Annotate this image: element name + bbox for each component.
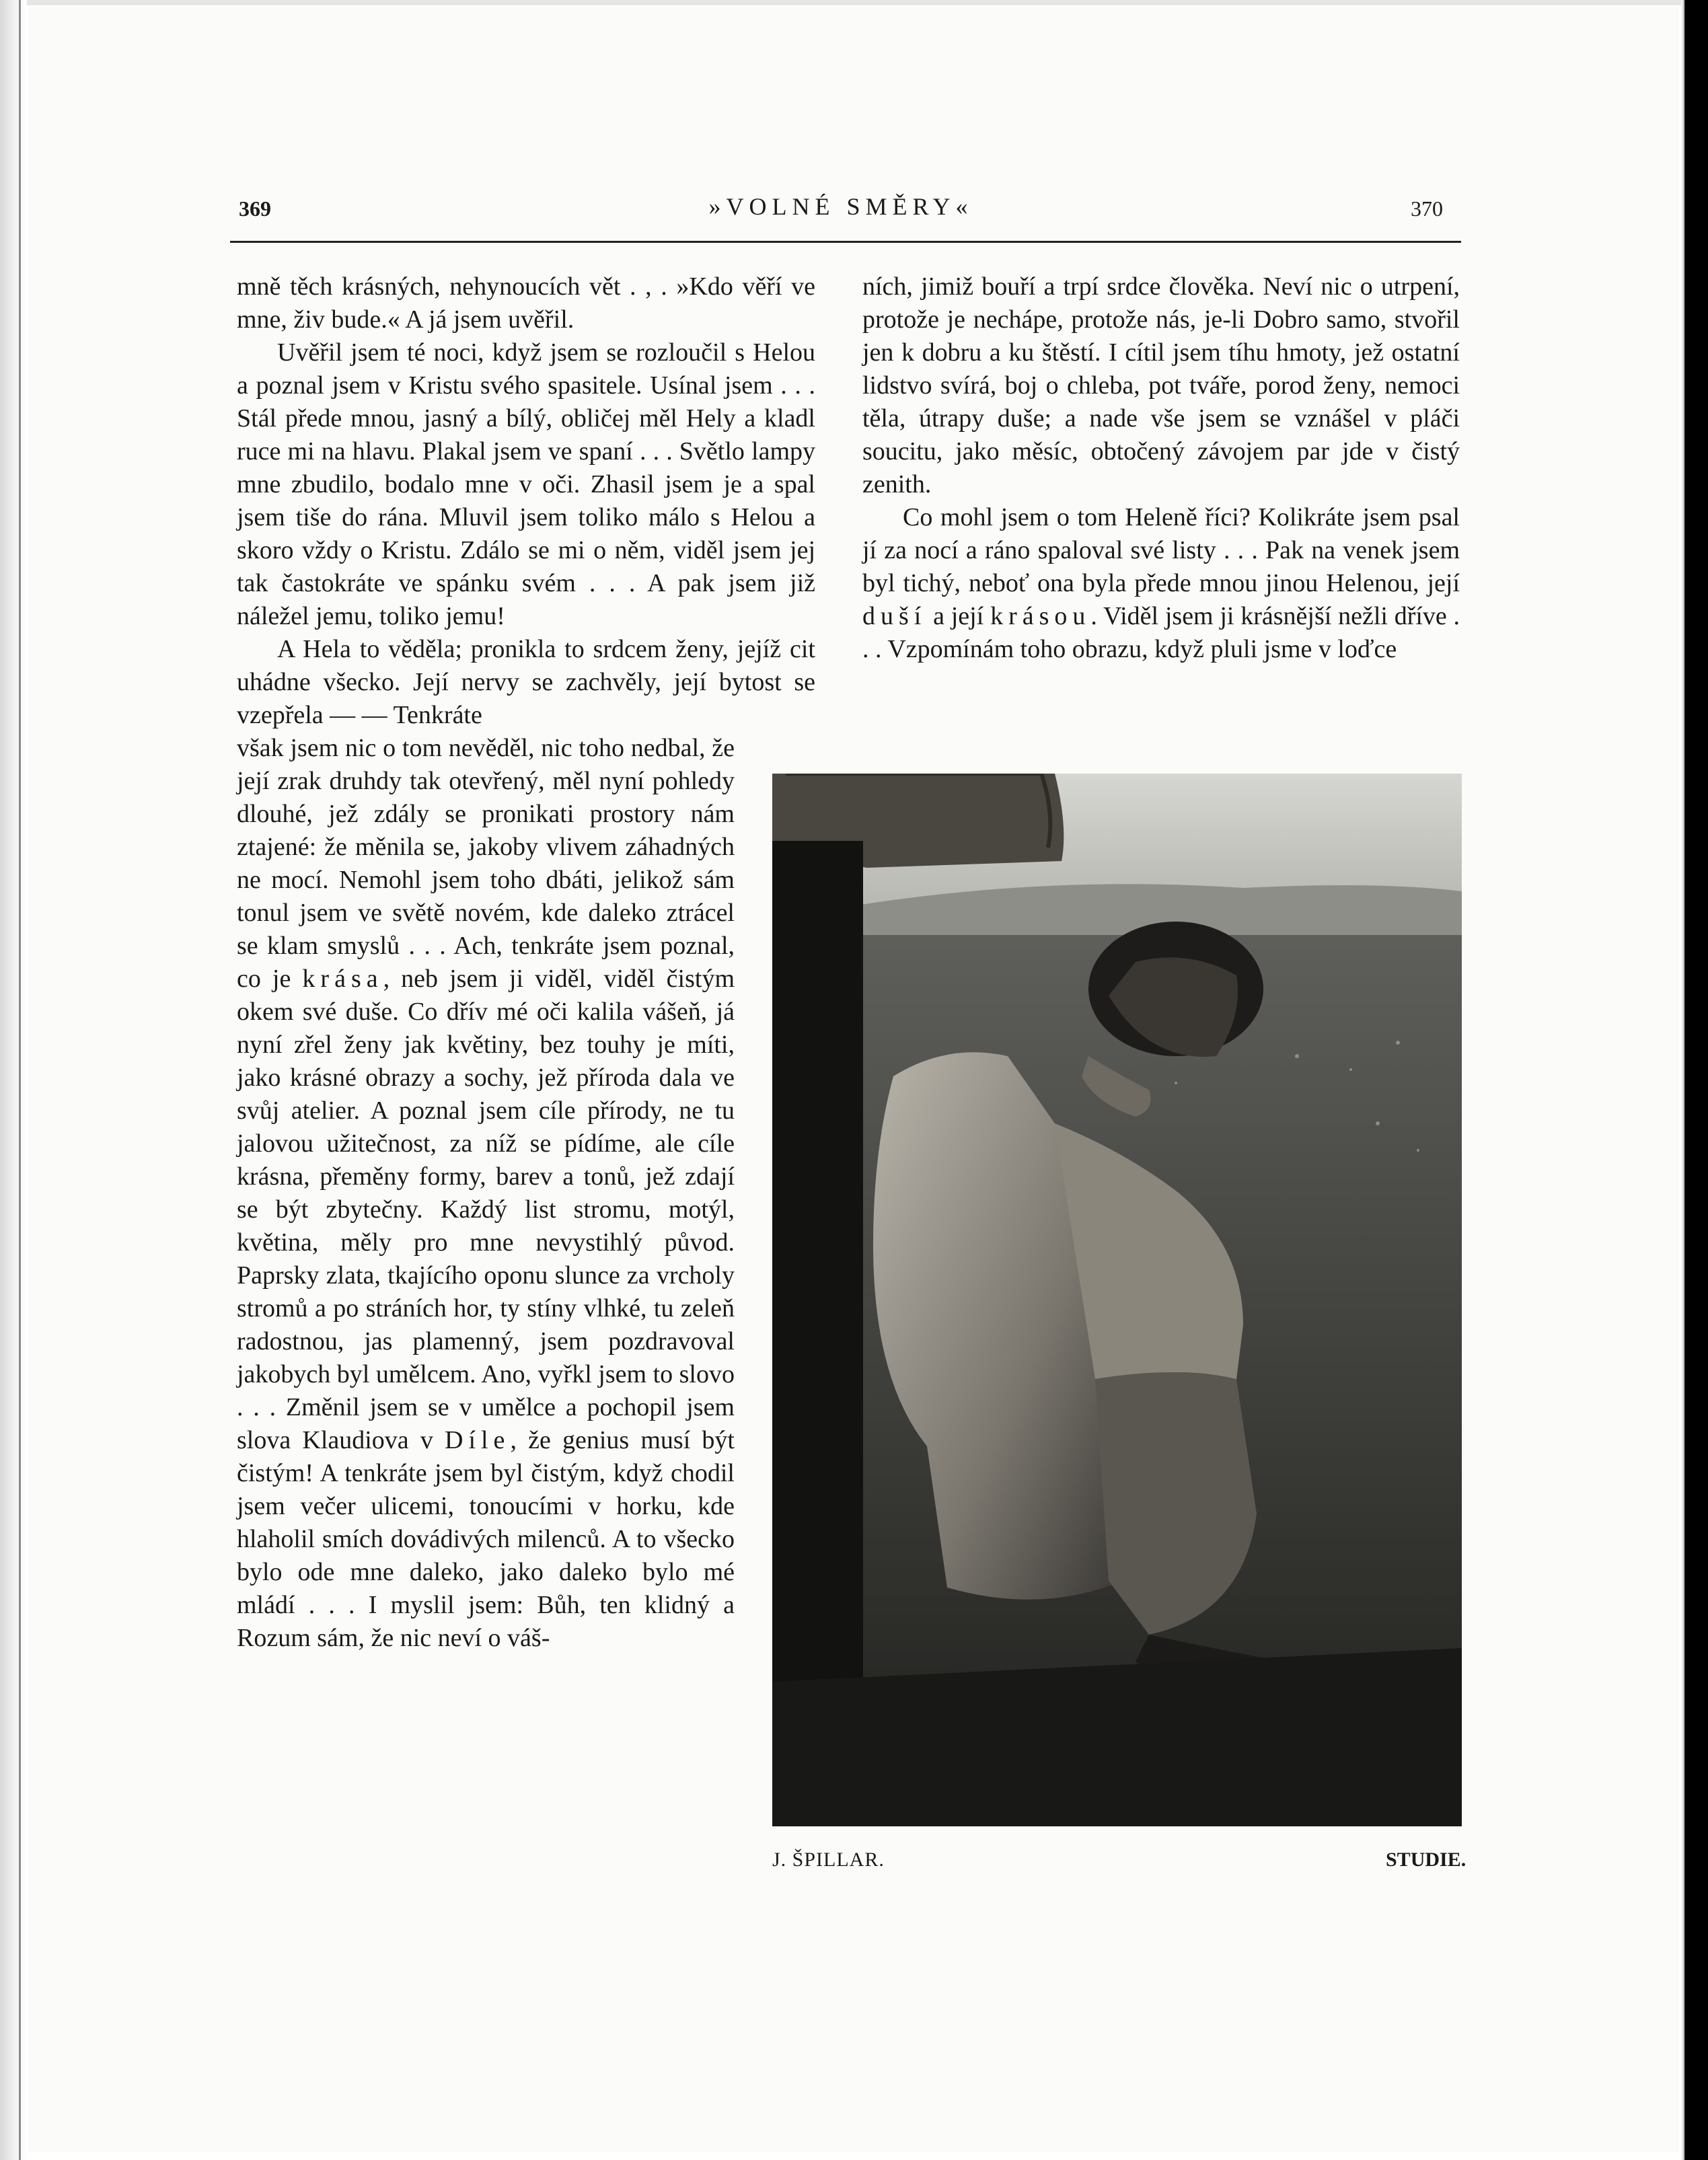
header-rule bbox=[230, 241, 1461, 243]
text-run: . Viděl jsem ji krásnější nežli dříve . . . Vzpomínám toho obrazu, když pluli jsme v loďce bbox=[862, 602, 1460, 663]
paragraph bbox=[862, 501, 1460, 666]
text-run: a její bbox=[933, 602, 984, 630]
caption-artist: J. ŠPILLAR. bbox=[772, 1849, 885, 1871]
paragraph: mně těch krásných, nehynoucích vět . , . »Kdo věří ve mne, živ bude.« A já jsem uvěřil. bbox=[237, 272, 815, 334]
text-run: , neb jsem ji viděl, viděl čistým okem své duše. Co dřív mé oči kalila vášeň, já nyní zřel ženy jak květiny, bez touhy je míti, jako krásné obrazy a sochy, jež příroda dala ve svůj atelier. A poznal jsem cíle přírody, ne tu jalovou užitečnost, za níž se pídíme, ale cíle krásna, přeměny formy, barev a tonů, jež zdají se být zbytečny. Každý list stromu, motýl, květina, měly pro mne nevystihlý původ. Paprsky zlata, tkajícího oponu slunce za vrcholy stromů a po stráních hor, ty stíny vlhké, tu zeleň radostnou, jas plamenný, jsem pozdravoval jakobych byl umělcem. Ano, vyřkl jsem to slovo . . . Změnil jsem se v umělce a pochopil jsem slova Klaudiova v bbox=[237, 965, 735, 1454]
praying-man-image bbox=[772, 774, 1462, 1826]
paragraph: A Hela to věděla; pronikla to srdcem ženy, jejíž cit uhádne všecko. Její nervy se zachvěly, její bytost se vzepřela — — Tenkráte bbox=[237, 635, 815, 729]
spaced-word: krásou bbox=[990, 602, 1091, 630]
page-header bbox=[239, 192, 1443, 233]
text-run: však jsem nic o tom nevěděl, nic toho nedbal, že její zrak druhdy tak otevřený, měl nyní pohledy dlouhé, jež zdály se pronikati prostory nám ztajené: že měnila se, jakoby vlivem záhadných ne mocí. Nemohl jsem toho dbáti, jelikož sám tonul jsem ve světě novém, kde daleko ztrácel se klam smyslů . . . Ach, tenkráte jsem poznal, co je bbox=[237, 734, 735, 993]
left-column bbox=[237, 270, 815, 1655]
spaced-word: duší bbox=[862, 602, 927, 630]
page-number-left: 369 bbox=[239, 196, 271, 221]
illustration-photo bbox=[772, 774, 1462, 1826]
scan-right-edge bbox=[1681, 0, 1708, 2160]
running-title: »VOLNÉ SMĚRY« bbox=[708, 193, 973, 220]
spaced-word: Díle bbox=[445, 1426, 511, 1454]
caption-title: STUDIE. bbox=[1386, 1849, 1466, 1871]
scan-binding-line bbox=[19, 0, 21, 2160]
paragraph: Uvěřil jsem té noci, když jsem se rozloučil s Helou a poznal jsem v Kristu svého spasitele. Usínal jsem . . . Stál přede mnou, jasný a bílý, obličej měl Hely a kladl ruce mi na hlavu. Plakal jsem ve spaní . . . Světlo lampy mne zbudilo, bodalo mne v oči. Zhasil jsem je a spal jsem tiše do rána. Mluvil jsem toliko málo s Helou a skoro vždy o Kristu. Zdálo se mi o něm, viděl jsem jej tak častokráte ve spánku svém . . . A pak jsem již náležel jemu, toliko jemu! bbox=[237, 338, 815, 630]
scan-left-edge bbox=[0, 0, 27, 2160]
page-number-right: 370 bbox=[1411, 196, 1443, 221]
spaced-word: krása bbox=[302, 965, 383, 993]
text-run: Co mohl jsem o tom Heleně říci? Kolikráte jsem psal jí za nocí a ráno spaloval své listy . . . Pak na venek jsem byl tichý, neboť ona byla přede mnou jinou Helenou, její bbox=[862, 503, 1460, 597]
paragraph-narrow bbox=[237, 732, 735, 1655]
scan-top-edge bbox=[0, 0, 1708, 5]
text-run: , že genius musí být čistým! A tenkráte jsem byl čistým, když chodil jsem večer ulicemi, tonoucími v horku, kde hlaholil smích dovádivých milenců. A to všecko bylo ode mne daleko, jako daleko bylo mé mládí . . . I myslil jsem: Bůh, ten klidný a Rozum sám, že nic neví o váš- bbox=[237, 1426, 735, 1652]
right-column bbox=[862, 270, 1460, 666]
paragraph: ních, jimiž bouří a trpí srdce člověka. Neví nic o utrpení, protože je nechápe, protože nás, je-li Dobro samo, stvořil jen k dobru a ku štěstí. I cítil jsem tíhu hmoty, jež ostatní lidstvo svírá, boj o chleba, pot tváře, porod ženy, nemoci těla, útrapy duše; a nade vše jsem se vznášel v pláči soucitu, jako měsíc, obtočený závojem par jde v čistý zenith. bbox=[862, 272, 1460, 498]
